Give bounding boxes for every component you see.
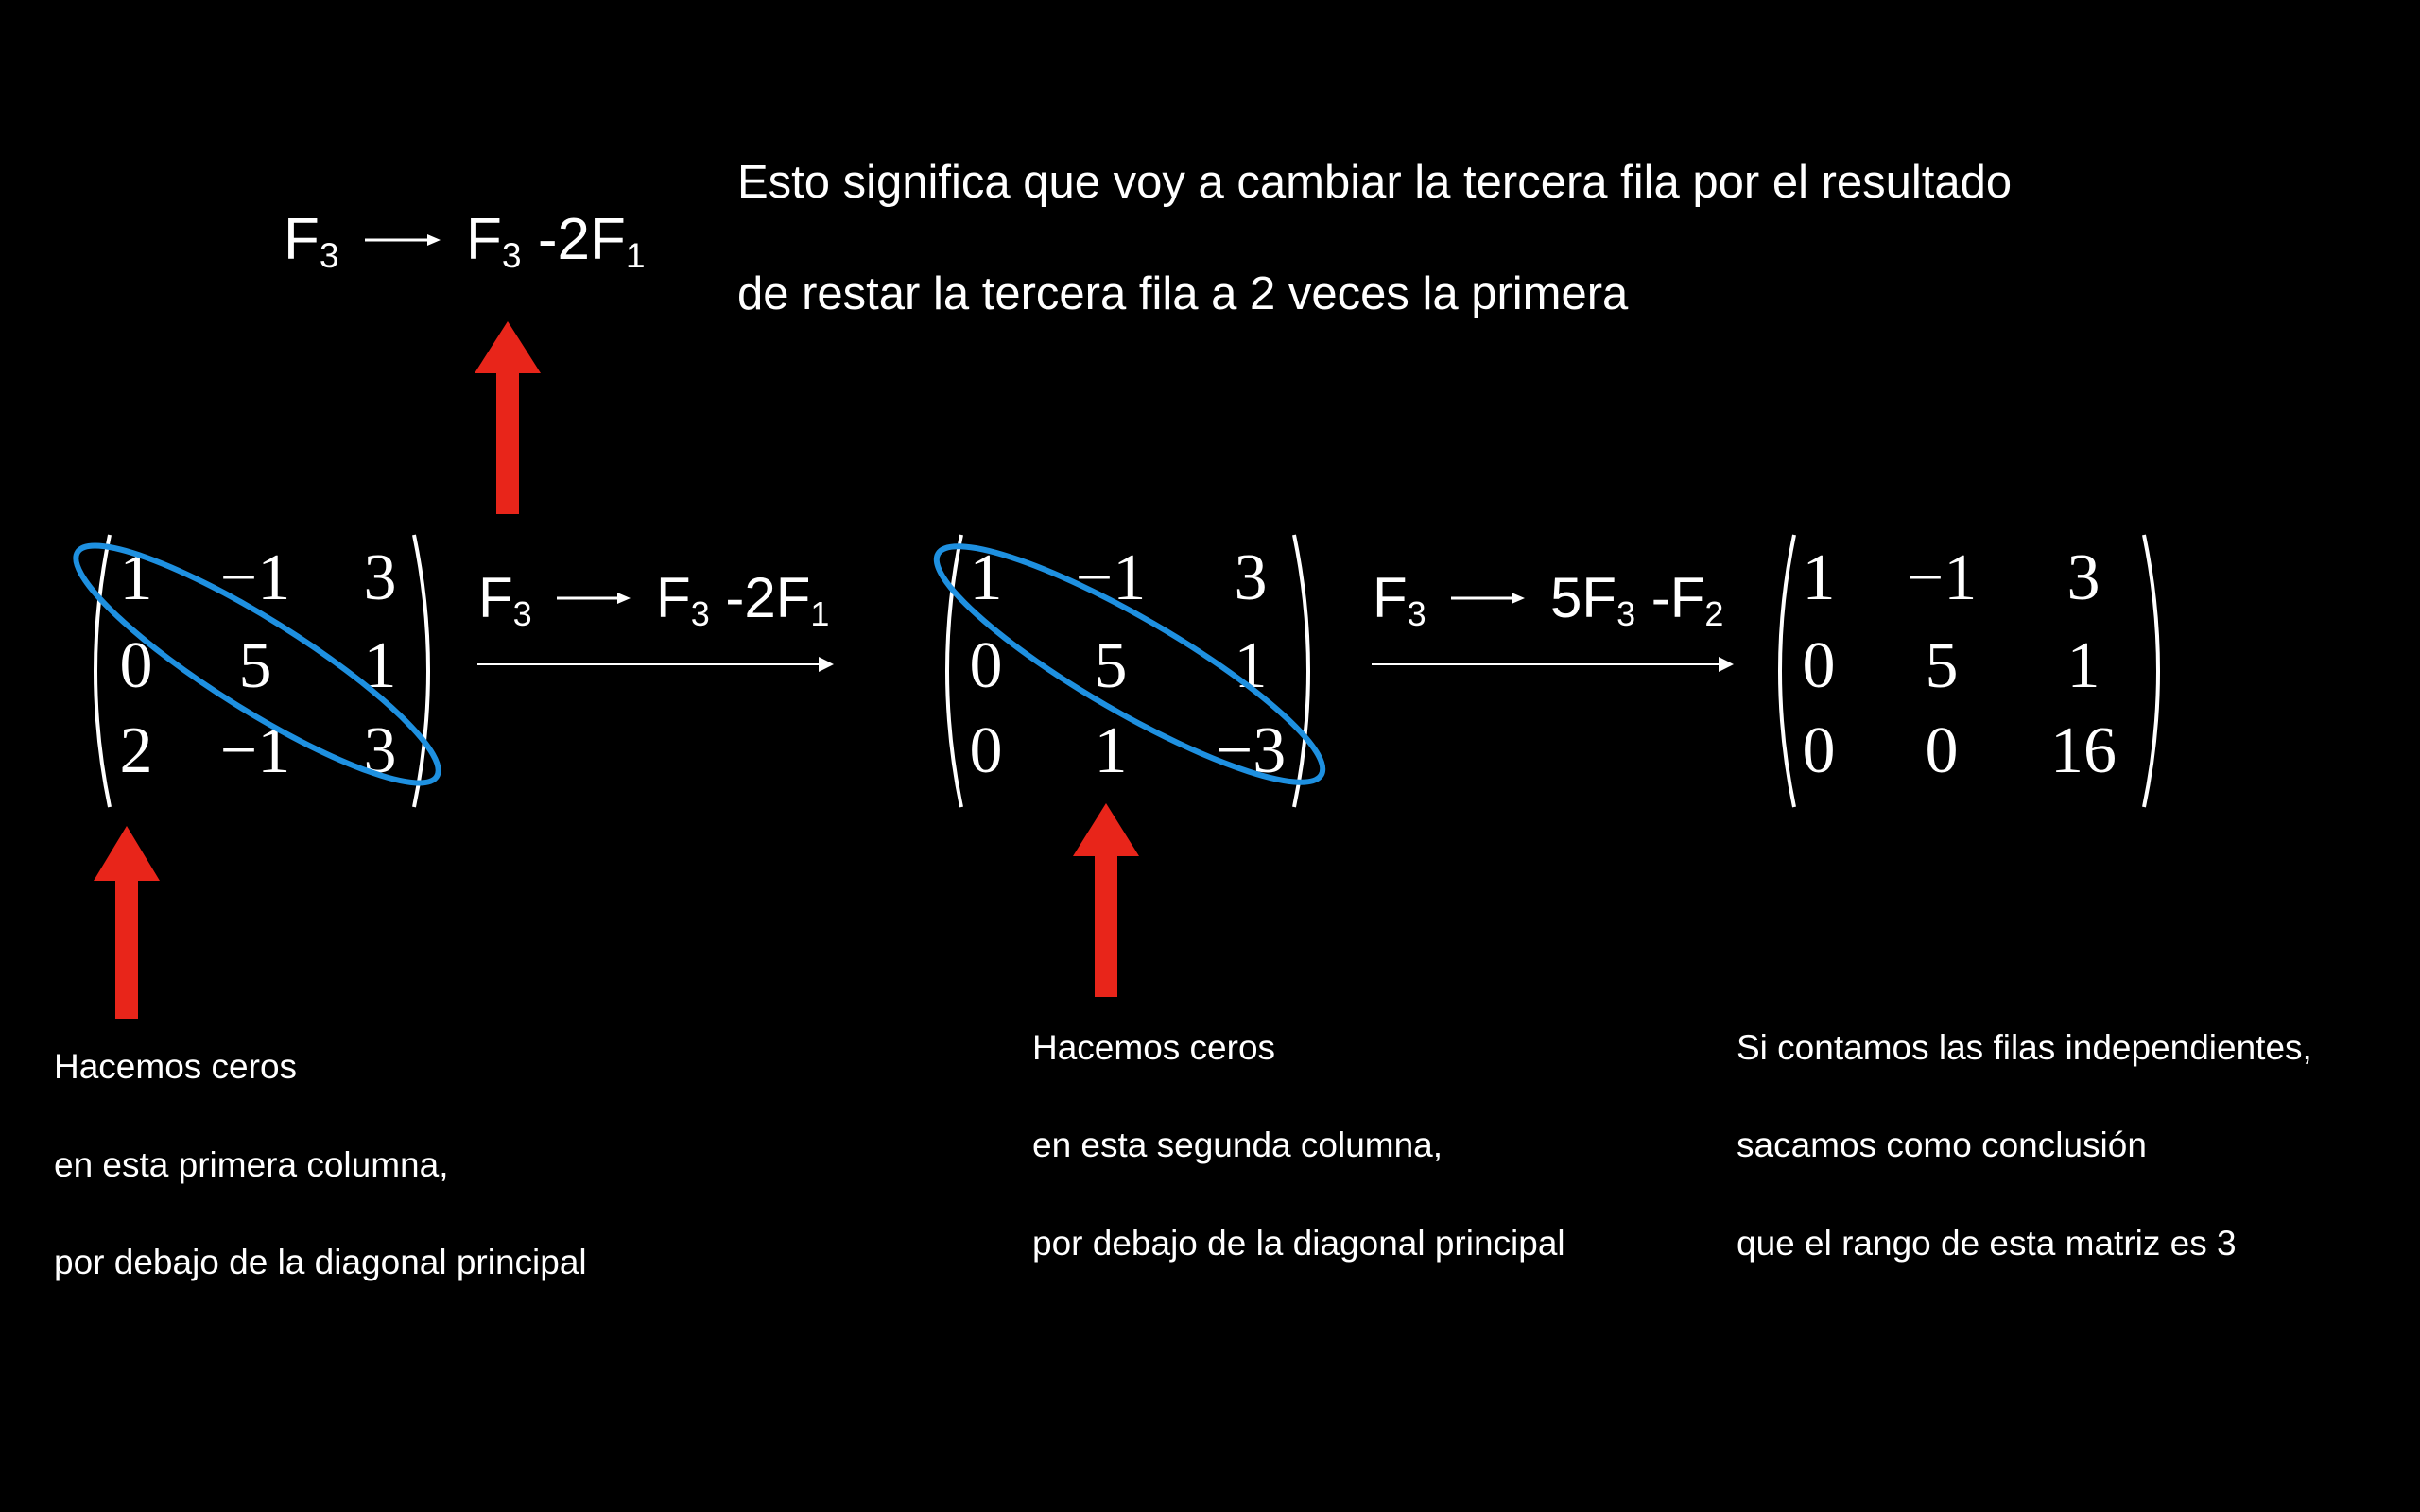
top-row-operation: [284, 206, 646, 276]
matrix-cell: 5: [238, 629, 272, 702]
transition-arrow-shaft: [477, 663, 821, 665]
op-term: 5F: [1550, 566, 1617, 629]
op-subscript: 3: [1616, 594, 1636, 633]
matrix-cell: 5: [1925, 629, 1959, 702]
note-first-line-1: Hacemos ceros: [54, 1047, 298, 1086]
transition-arrow-icon: [1719, 657, 1734, 672]
op-subscript: 3: [512, 594, 532, 633]
matrix-cell: −1: [219, 541, 291, 614]
op-term: F: [466, 207, 502, 272]
matrix-cell: 0: [1802, 714, 1836, 787]
matrix-cell: 5: [1094, 629, 1128, 702]
up-arrow-icon: [94, 826, 160, 1019]
row-operation-label-2: [1373, 565, 1724, 633]
matrix-cell: 0: [1925, 714, 1959, 787]
note-conclusion-line-2: sacamos como conclusión: [1737, 1125, 2147, 1164]
op-subscript: 2: [1704, 594, 1724, 633]
matrix-cell: 1: [1234, 629, 1268, 702]
op-subscript: 3: [319, 235, 339, 276]
matrix-cell: −1: [1075, 541, 1147, 614]
matrix-cell: 3: [2066, 541, 2100, 614]
matrix-result: [1764, 529, 2142, 813]
op-subscript: 1: [625, 235, 646, 276]
op-term: F: [478, 566, 513, 629]
matrix-cell: −1: [1906, 541, 1978, 614]
note-second-line-2: en esta segunda columna,: [1032, 1125, 1443, 1164]
right-parenthesis: [2138, 529, 2176, 813]
long-right-arrow-icon: [557, 556, 631, 575]
transition-arrow-shaft: [1372, 663, 1721, 665]
note-first-line-2: en esta primera columna,: [54, 1145, 449, 1184]
op-subscript: 3: [690, 594, 710, 633]
matrix-cell: 1: [1094, 714, 1128, 787]
matrix-cell: 0: [969, 714, 1003, 787]
matrix-cell: 1: [969, 541, 1003, 614]
note-conclusion-line-1: Si contamos las filas independientes,: [1737, 1028, 2312, 1067]
op-term: -F: [1635, 566, 1705, 629]
up-arrow-icon: [475, 321, 541, 514]
op-subscript: 1: [810, 594, 830, 633]
matrix-cell: 0: [969, 629, 1003, 702]
note-second-line-1: Hacemos ceros: [1032, 1028, 1276, 1067]
row-operation-label-1: [478, 565, 830, 633]
matrix-cell: 3: [1234, 541, 1268, 614]
matrix-original: [85, 529, 463, 813]
op-subscript: 3: [501, 235, 522, 276]
up-arrow-icon: [1073, 803, 1139, 997]
matrix-cell: −3: [1215, 714, 1287, 787]
op-term: F: [284, 207, 320, 272]
matrix-cell: 16: [2050, 714, 2117, 787]
matrix-cell: 2: [119, 714, 153, 787]
matrix-cell: 0: [119, 629, 153, 702]
matrix-cell: 1: [2066, 629, 2100, 702]
matrix-cell: 3: [363, 541, 397, 614]
op-subscript: 3: [1407, 594, 1426, 633]
long-right-arrow-icon: [365, 197, 441, 215]
op-term: F: [1373, 566, 1408, 629]
explanation-line-1: Esto significa que voy a cambiar la tercera fila por el resultado: [737, 157, 2013, 208]
transition-arrow-icon: [819, 657, 834, 672]
matrix-cell: 3: [363, 714, 397, 787]
note-first-line-3: por debajo de la diagonal principal: [54, 1243, 587, 1281]
matrix-step-1: [931, 529, 1309, 813]
op-term: F: [656, 566, 691, 629]
matrix-cell: 0: [1802, 629, 1836, 702]
matrix-cell: −1: [219, 714, 291, 787]
op-term: -2F: [709, 566, 811, 629]
note-conclusion-line-3: que el rango de esta matriz es 3: [1737, 1224, 2237, 1263]
matrix-cell: 1: [119, 541, 153, 614]
matrix-cell: 1: [363, 629, 397, 702]
note-second-line-3: por debajo de la diagonal principal: [1032, 1224, 1565, 1263]
op-term: -2F: [521, 207, 626, 272]
matrix-cell: 1: [1802, 541, 1836, 614]
explanation-line-2: de restar la tercera fila a 2 veces la primera: [737, 268, 1629, 319]
long-right-arrow-icon: [1451, 556, 1525, 575]
